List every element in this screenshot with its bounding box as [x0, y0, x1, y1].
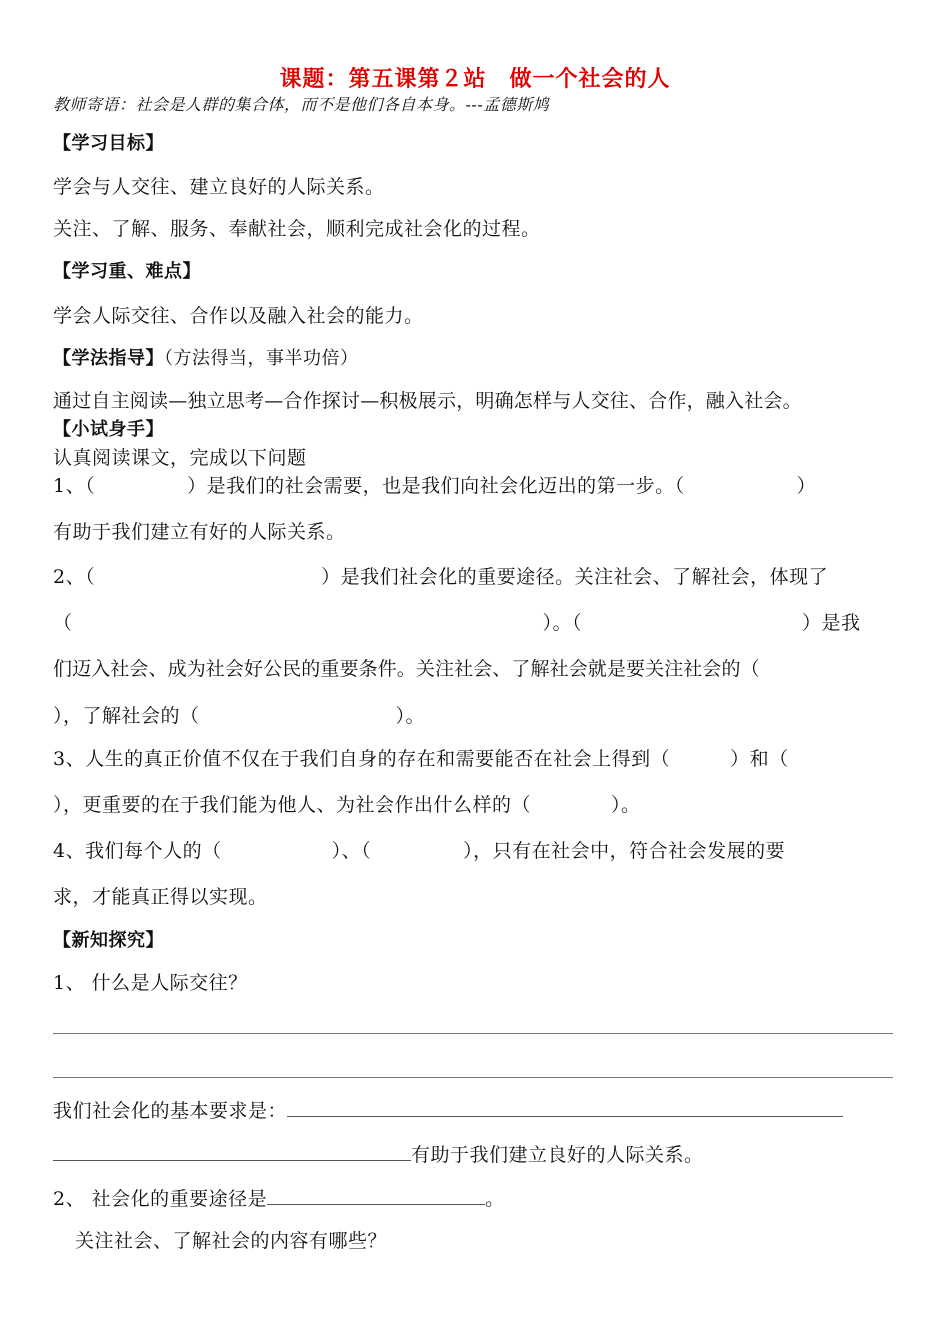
q3b-left: ），更重要的在于我们能为他人、为社会作出什么样的（ [53, 794, 532, 816]
goal-1: 学会与人交往、建立良好的人际关系。 [53, 176, 385, 198]
answer-line[interactable] [53, 1077, 893, 1078]
q4-mid: ）、（ [331, 840, 372, 862]
q3-left: 3、人生的真正价值不仅在于我们自身的存在和需要能否在社会上得到（ [53, 748, 671, 770]
question-4-line-1 [53, 838, 895, 864]
q2b-mid: ）。（ [542, 612, 583, 634]
basic-requirement-tail: 有助于我们建立良好的人际关系。 [411, 1144, 704, 1166]
answer-underline[interactable] [53, 1140, 411, 1161]
answer-underline[interactable] [287, 1096, 843, 1117]
try-intro: 认真阅读课文，完成以下问题 [53, 447, 307, 469]
q4-left: 4、我们每个人的（ [53, 840, 222, 862]
basic-requirement-line [53, 1096, 895, 1124]
q2d-left: ），了解社会的（ [53, 705, 200, 727]
basic-requirement-label: 我们社会化的基本要求是： [53, 1100, 288, 1122]
new-question-1: 1、 什么是人际交往？ [53, 972, 248, 994]
new-question-2-label: 2、 社会化的重要途径是 [53, 1188, 268, 1210]
q1-left: 1、（ [53, 475, 96, 497]
question-2-line-2 [53, 610, 895, 636]
method-heading-row [53, 345, 895, 372]
q3-mid: ）和（ [730, 748, 789, 770]
q2b-left: （ [53, 612, 73, 634]
teacher-quote: 教师寄语：社会是人群的集合体，而不是他们各自本身。---孟德斯鸠 [53, 95, 550, 114]
q2d-right: ）。 [395, 705, 426, 727]
q2-right: ）是我们社会化的重要途径。关注社会、了解社会，体现了 [321, 566, 829, 588]
answer-line[interactable] [53, 1033, 893, 1034]
goal-2: 关注、了解、服务、奉献社会，顺利完成社会化的过程。 [53, 218, 541, 240]
question-1-line-2: 有助于我们建立有好的人际关系。 [53, 521, 346, 543]
question-2-line-3: 们迈入社会、成为社会好公民的重要条件。关注社会、了解社会就是要关注社会的（ [53, 658, 760, 680]
heading-key-points: 【学习重、难点】 [53, 261, 201, 282]
question-3-line-1 [53, 746, 895, 772]
question-4-line-2: 求，才能真正得以实现。 [53, 886, 268, 908]
new-question-2-sub: 关注社会、了解社会的内容有哪些？ [75, 1230, 388, 1252]
question-2-line-1 [53, 564, 895, 590]
heading-new-knowledge: 【新知探究】 [53, 930, 164, 951]
answer-underline[interactable] [267, 1184, 485, 1205]
question-3-line-2 [53, 792, 895, 818]
q3b-right: ）。 [611, 794, 641, 816]
heading-goals: 【学习目标】 [53, 133, 164, 154]
method-1: 通过自主阅读—独立思考—合作探讨—积极展示，明确怎样与人交往、合作，融入社会。 [53, 390, 802, 412]
page-title: 课题：第五课第２站 做一个社会的人 [279, 67, 671, 92]
heading-try: 【小试身手】 [53, 419, 164, 440]
q4-right: ），只有在社会中，符合社会发展的要 [463, 840, 786, 862]
question-2-line-4 [53, 703, 895, 729]
q2b-right: ）是我 [802, 612, 861, 634]
new-question-2-tail: 。 [485, 1188, 505, 1210]
q2-left: 2、（ [53, 566, 96, 588]
question-1-line-1 [53, 473, 895, 499]
q1-mid: ）是我们的社会需要，也是我们向社会化迈出的第一步。（ [187, 475, 685, 497]
key-point-1: 学会人际交往、合作以及融入社会的能力。 [53, 305, 424, 327]
basic-requirement-line-2 [53, 1140, 895, 1168]
heading-method: 【学法指导】 [53, 348, 164, 369]
new-question-2 [53, 1184, 895, 1212]
method-note: （方法得当，事半功倍） [164, 348, 359, 369]
q1-right: ） [796, 475, 817, 497]
